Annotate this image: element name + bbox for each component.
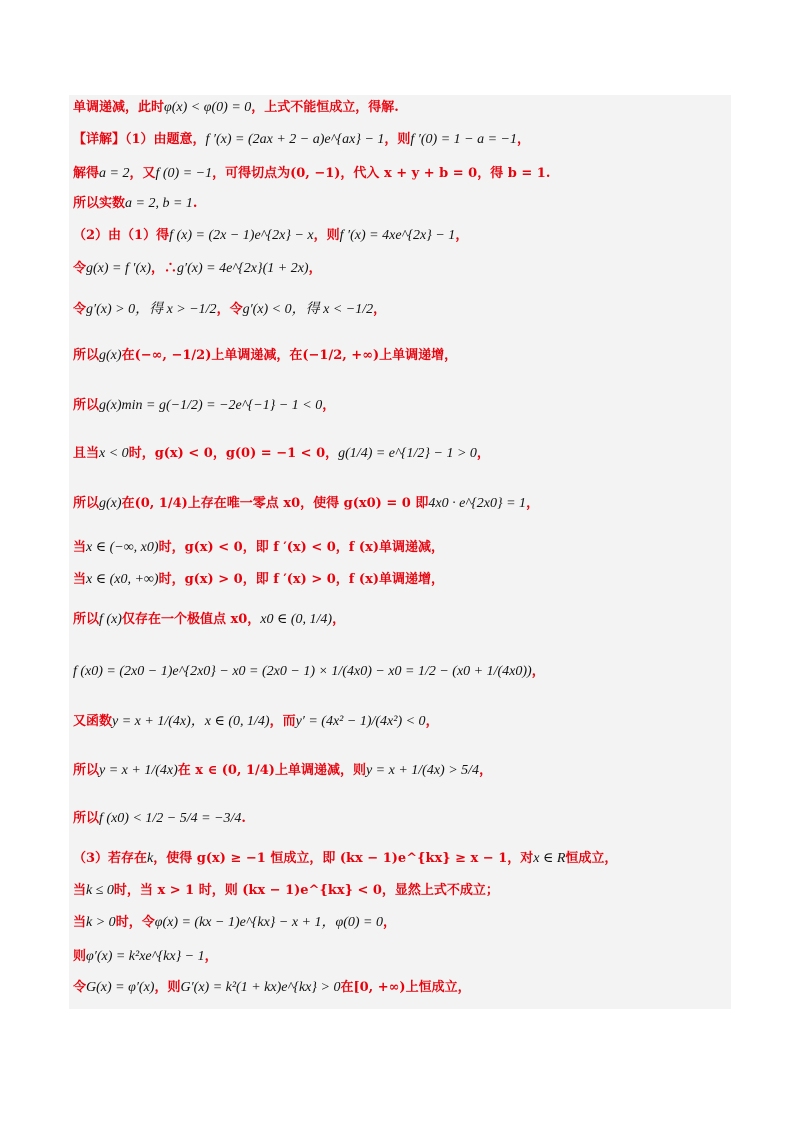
solution-line: 所以y = x + 1/(4x)在 x ∈ (0, 1/4)上单调递减，则y = x + 1/(4x) > 5/4，: [73, 763, 493, 778]
solution-line: 令g(x) = f ′(x)，∴g′(x) = 4e^{2x}(1 + 2x)，: [73, 261, 322, 276]
solution-line: 单调递减，此时φ(x) < φ(0) = 0，上式不能恒成立，得解.: [73, 100, 399, 115]
solution-line: f (x0) = (2x0 − 1)e^{2x0} − x0 = (2x0 − 1) × 1/(4x0) − x0 = 1/2 − (x0 + 1/(4x0))，: [73, 664, 545, 679]
solution-line: 又函数y = x + 1/(4x)，x ∈ (0, 1/4)，而y′ = (4x² − 1)/(4x²) < 0，: [73, 714, 439, 729]
solution-line: 所以实数a = 2, b = 1.: [73, 196, 198, 211]
solution-line: 所以g(x)在(0, 1/4)上存在唯一零点 x0，使得 g(x0) = 0 即4x0 · e^{2x0} = 1，: [73, 496, 540, 511]
solution-line: 当k ≤ 0时，当 x > 1 时，则 (kx − 1)e^{kx} < 0，显然上式不成立；: [73, 883, 499, 898]
solution-line: 则φ′(x) = k²xe^{kx} − 1，: [73, 949, 218, 964]
solution-line: 所以f (x)仅存在一个极值点 x0，x0 ∈ (0, 1/4)，: [73, 612, 346, 627]
solution-line: 当k > 0时，令φ(x) = (kx − 1)e^{kx} − x + 1，φ(0) = 0，: [73, 915, 397, 930]
solution-line: 令g′(x) > 0，得 x > −1/2，令g′(x) < 0，得 x < −1/2，: [73, 302, 387, 317]
solution-line: （3）若存在k，使得 g(x) ≥ −1 恒成立，即 (kx − 1)e^{kx} ≥ x − 1，对x ∈ R恒成立，: [73, 851, 618, 866]
solution-line: 解得a = 2，又f (0) = −1，可得切点为(0, −1)，代入 x + y + b = 0，得 b = 1.: [73, 166, 551, 181]
solution-line: 令G(x) = φ′(x)，则G′(x) = k²(1 + kx)e^{kx} > 0在[0, +∞)上恒成立，: [73, 980, 471, 995]
solution-line: 当x ∈ (x0, +∞)时，g(x) > 0，即 f ′(x) > 0，f (x)单调递增，: [73, 572, 444, 587]
solution-line: 所以g(x)在(−∞, −1/2)上单调递减，在(−1/2, +∞)上单调递增，: [73, 348, 458, 363]
solution-line: 当x ∈ (−∞, x0)时，g(x) < 0，即 f ′(x) < 0，f (x)单调递减，: [73, 540, 444, 555]
solution-line: 所以g(x)min = g(−1/2) = −2e^{−1} − 1 < 0，: [73, 398, 336, 413]
solution-line: （2）由（1）得f (x) = (2x − 1)e^{2x} − x，则f ′(x) = 4xe^{2x} − 1，: [73, 228, 469, 243]
solution-line: 所以f (x0) < 1/2 − 5/4 = −3/4.: [73, 811, 246, 826]
solution-line: 【详解】（1）由题意，f ′(x) = (2ax + 2 − a)e^{ax} − 1，则f ′(0) = 1 − a = −1，: [73, 132, 531, 147]
solution-line: 且当x < 0时，g(x) < 0，g(0) = −1 < 0，g(1/4) = e^{1/2} − 1 > 0，: [73, 446, 490, 461]
